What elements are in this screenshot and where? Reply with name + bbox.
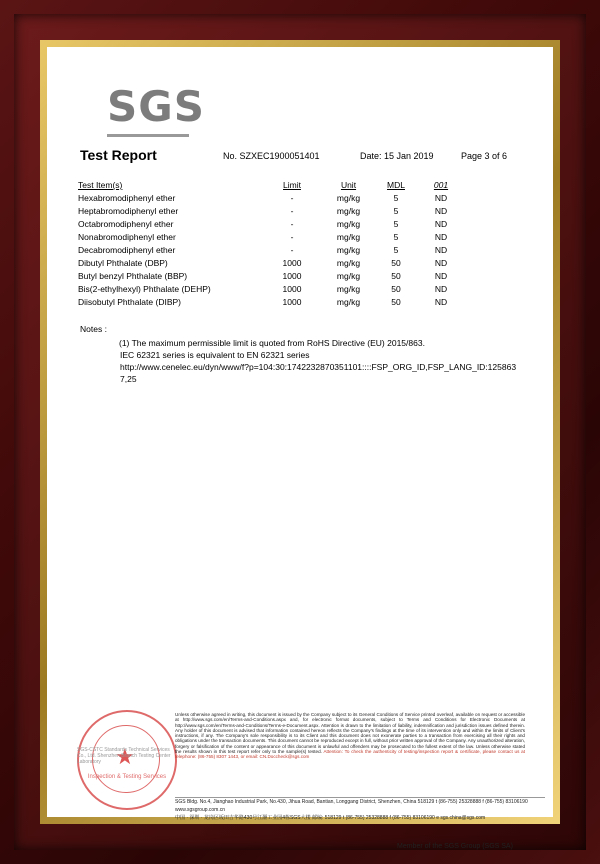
report-date: Date: 15 Jan 2019 [360,151,434,161]
cell-test-item: Octabromodiphenyl ether [78,218,174,229]
star-icon: ★ [115,744,135,769]
cell-unit: mg/kg [336,270,361,281]
lab-name: SGS-CSTC Standards Technical Services Co., Ltd. Shenzhen Branch Testing Center Laboratory [77,747,171,765]
document-page [47,47,553,850]
cell-test-item: Heptabromodiphenyl ether [78,205,179,216]
note-line: (1) The maximum permissible limit is quoted from RoHS Directive (EU) 2015/863. [119,338,425,348]
note-line: IEC 62321 series is equivalent to EN 62321 series [120,350,310,360]
cell-mdl: 50 [391,296,401,307]
cell-result: ND [434,270,448,281]
table-row [78,217,466,230]
col-sample: 001 [433,180,449,190]
notes-label: Notes : [80,324,107,334]
cell-test-item: Diisobutyl Phthalate (DIBP) [78,296,181,307]
cell-unit: mg/kg [336,257,361,268]
col-limit: Limit [283,180,301,190]
cell-test-item: Dibutyl Phthalate (DBP) [78,257,168,268]
table-row [78,243,466,256]
cell-unit: mg/kg [336,244,361,255]
cell-unit: mg/kg [336,192,361,203]
cell-result: ND [434,218,448,229]
col-test-item: Test Item(s) [78,180,123,190]
cell-mdl: 5 [393,192,399,203]
cell-mdl: 50 [391,283,401,294]
cell-limit: - [290,205,294,216]
col-mdl: MDL [387,180,405,190]
cell-limit: - [290,218,294,229]
table-row [78,295,466,308]
cell-limit: 1000 [282,257,302,268]
cell-limit: 1000 [282,270,302,281]
address-block [175,797,545,822]
cell-result: ND [434,244,448,255]
cell-result: ND [434,192,448,203]
notes [120,337,540,385]
address-cn: 中国 · 深圳 · 龙岗区坂田吉华路430号江灏工业园4栋SGS大楼 邮编: 518129 t (86-755) 25328888 f (86-755) 83106190 e sgs.china@sgs.com [175,815,486,821]
cell-limit: - [290,244,294,255]
table-row [78,204,466,217]
page-number: Page 3 of 6 [461,151,508,161]
cell-limit: - [290,192,294,203]
cell-limit: - [290,231,294,242]
table-row [78,269,466,282]
member-line: Member of the SGS Group (SGS SA) [397,843,513,850]
sgs-logo: SGS [107,82,205,131]
address-en: SGS Bldg. No.4, Jianghao Industrial Park, No.430, Jihua Road, Bantian, Longgang District, Shenzhen, China 518129 t (86-755) 25328888 f (86-755) 83106190 www.sgsgroup.com.cn [175,799,528,813]
cell-unit: mg/kg [336,218,361,229]
cell-mdl: 5 [393,244,399,255]
cell-unit: mg/kg [336,231,361,242]
cell-unit: mg/kg [336,296,361,307]
legal-attention: Attention: To check the authenticity of testing/inspection report & certificate, please contact us at telephone: (86-755) 8307 1443, or email: CN.Doccheck@sgs.com [175,749,525,760]
table-row [78,282,466,295]
cell-mdl: 50 [391,257,401,268]
cell-unit: mg/kg [336,205,361,216]
cell-result: ND [434,231,448,242]
results-table [78,179,466,308]
cell-limit: 1000 [282,296,302,307]
cell-test-item: Hexabromodiphenyl ether [78,192,176,203]
note-link: http://www.cenelec.eu/dyn/www/f?p=104:30:1742232870351101::::FSP_ORG_ID,FSP_LANG_ID:125863 [120,362,517,372]
cell-result: ND [434,296,448,307]
cell-mdl: 5 [393,205,399,216]
logo-underline [107,134,189,137]
cell-mdl: 5 [393,218,399,229]
cell-test-item: Nonabromodiphenyl ether [78,231,176,242]
cell-mdl: 5 [393,231,399,242]
table-header-row [78,179,466,191]
legal-disclaimer [175,712,525,760]
report-number: No. SZXEC1900051401 [223,151,320,161]
report-title: Test Report [80,147,157,163]
cell-limit: 1000 [282,283,302,294]
col-unit: Unit [340,180,357,190]
note-line: 7,25 [120,374,137,384]
cell-test-item: Butyl benzyl Phthalate (BBP) [78,270,188,281]
table-row [78,256,466,269]
legal-body: Unless otherwise agreed in writing, this document is issued by the Company subject to its General Conditions of Service printed overleaf, available on request or accessible at http://www.sgs.com/en/Terms-and-Conditions.aspx and, for electronic format documents, subject to Terms and Conditions for Electronic Documents at http://www.sgs.com/en/Terms-and-Conditions/Terms-e-Document.aspx. Attention is drawn to the limitation of liability, indemnification and jurisdiction issues defined therein. Any holder of this document is advised that information contained hereon reflects the Company's findings at the time of its intervention only and within the limits of Client's instructions, if any. The Company's sole responsibility is to its Client and this document does not exonerate parties to a transaction from exercising all their rights and obligations under the transaction documents. This document cannot be reproduced except in full, without prior written approval of the Company. Any unauthorized alteration, forgery or falsification of the content or appearance of this document is unlawful and offenders may be prosecuted to the fullest extent of the law. Unless otherwise stated the results shown in this test report refer only to the sample(s) tested. [175,712,525,755]
cell-result: ND [434,205,448,216]
cell-test-item: Decabromodiphenyl ether [78,244,176,255]
table-row [78,230,466,243]
cell-unit: mg/kg [336,283,361,294]
table-row [78,191,466,204]
cell-test-item: Bis(2-ethylhexyl) Phthalate (DEHP) [78,283,211,294]
cell-result: ND [434,283,448,294]
seal-text: Inspection & Testing Services [87,774,167,780]
cell-result: ND [434,257,448,268]
cell-mdl: 50 [391,270,401,281]
